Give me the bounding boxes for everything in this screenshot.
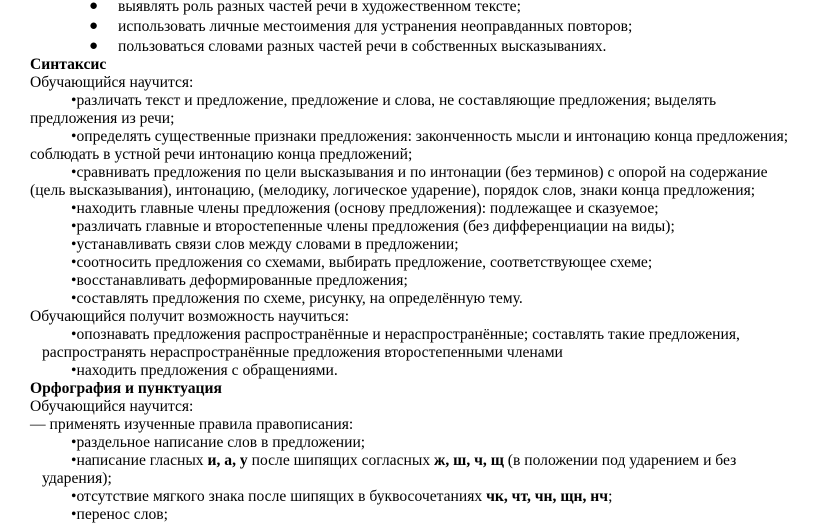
section-heading-syntax: Синтаксис [30,56,107,73]
opportunity-item-2: •находить предложения с обращениями. [71,362,338,379]
top-list-item-3: пользоваться словами разных частей речи в собственных высказываниях. [118,38,607,55]
learns-intro: Обучающийся научится: [30,398,194,415]
syntax-item-3-cont: (цель высказывания), интонацию, (мелодику, логическое ударение), порядок слов, знаки конца предложения; [30,182,756,199]
orthography-item-1: •раздельное написание слов в предложении; [71,434,366,451]
syntax-item-4: •находить главные члены предложения (основу предложения): подлежащее и сказуемое; [71,200,659,217]
bullet-dot: ● [89,18,99,34]
syntax-item-9: •составлять предложения по схеме, рисунку, на определённую тему. [71,290,523,307]
section-heading-orthography: Орфография и пунктуация [30,380,222,397]
orthography-item-2: •написание гласных и, а, у после шипящих согласных ж, ш, ч, щ (в положении под ударением и без [71,452,737,469]
bullet-dot: ● [89,0,99,14]
learns-intro: Обучающийся научится: [30,74,194,91]
rule-line: — применять изученные правила правописания: [30,416,354,433]
orthography-item-4: •перенос слов; [71,506,168,523]
top-list-item-2: использовать личные местоимения для устранения неоправданных повторов; [118,18,633,35]
syntax-item-2-cont: соблюдать в устной речи интонацию конца предложений; [30,146,413,163]
bullet-dot: ● [89,38,99,54]
syntax-item-1-cont: предложения из речи; [30,110,175,127]
syntax-item-5: •различать главные и второстепенные члены предложения (без дифференциации на виды); [71,218,675,235]
opportunity-intro: Обучающийся получит возможность научиться: [30,308,350,325]
orthography-item-2-cont: ударения); [42,470,112,487]
opportunity-item-1-cont: распространять нераспространённые предложения второстепенными членами [42,344,563,361]
syntax-item-6: •устанавливать связи слов между словами в предложении; [71,236,459,253]
orthography-item-3: •отсутствие мягкого знака после шипящих в буквосочетаниях чк, чт, чн, щн, нч; [71,488,613,505]
syntax-item-2: •определять существенные признаки предложения: законченность мысли и интонацию конца предложения; [71,128,789,145]
syntax-item-3: •сравнивать предложения по цели высказывания и по интонации (без терминов) с опорой на содержание [71,164,768,181]
syntax-item-7: •соотносить предложения со схемами, выбирать предложение, соответствующее схеме; [71,254,653,271]
syntax-item-1: •различать текст и предложение, предложение и слова, не составляющие предложения; выделять [71,92,717,109]
syntax-item-8: •восстанавливать деформированные предложения; [71,272,408,289]
top-list-item-1: выявлять роль разных частей речи в художественном тексте; [118,0,521,15]
opportunity-item-1: •опознавать предложения распространённые и нераспространённые; составлять такие предложения, [71,326,740,343]
